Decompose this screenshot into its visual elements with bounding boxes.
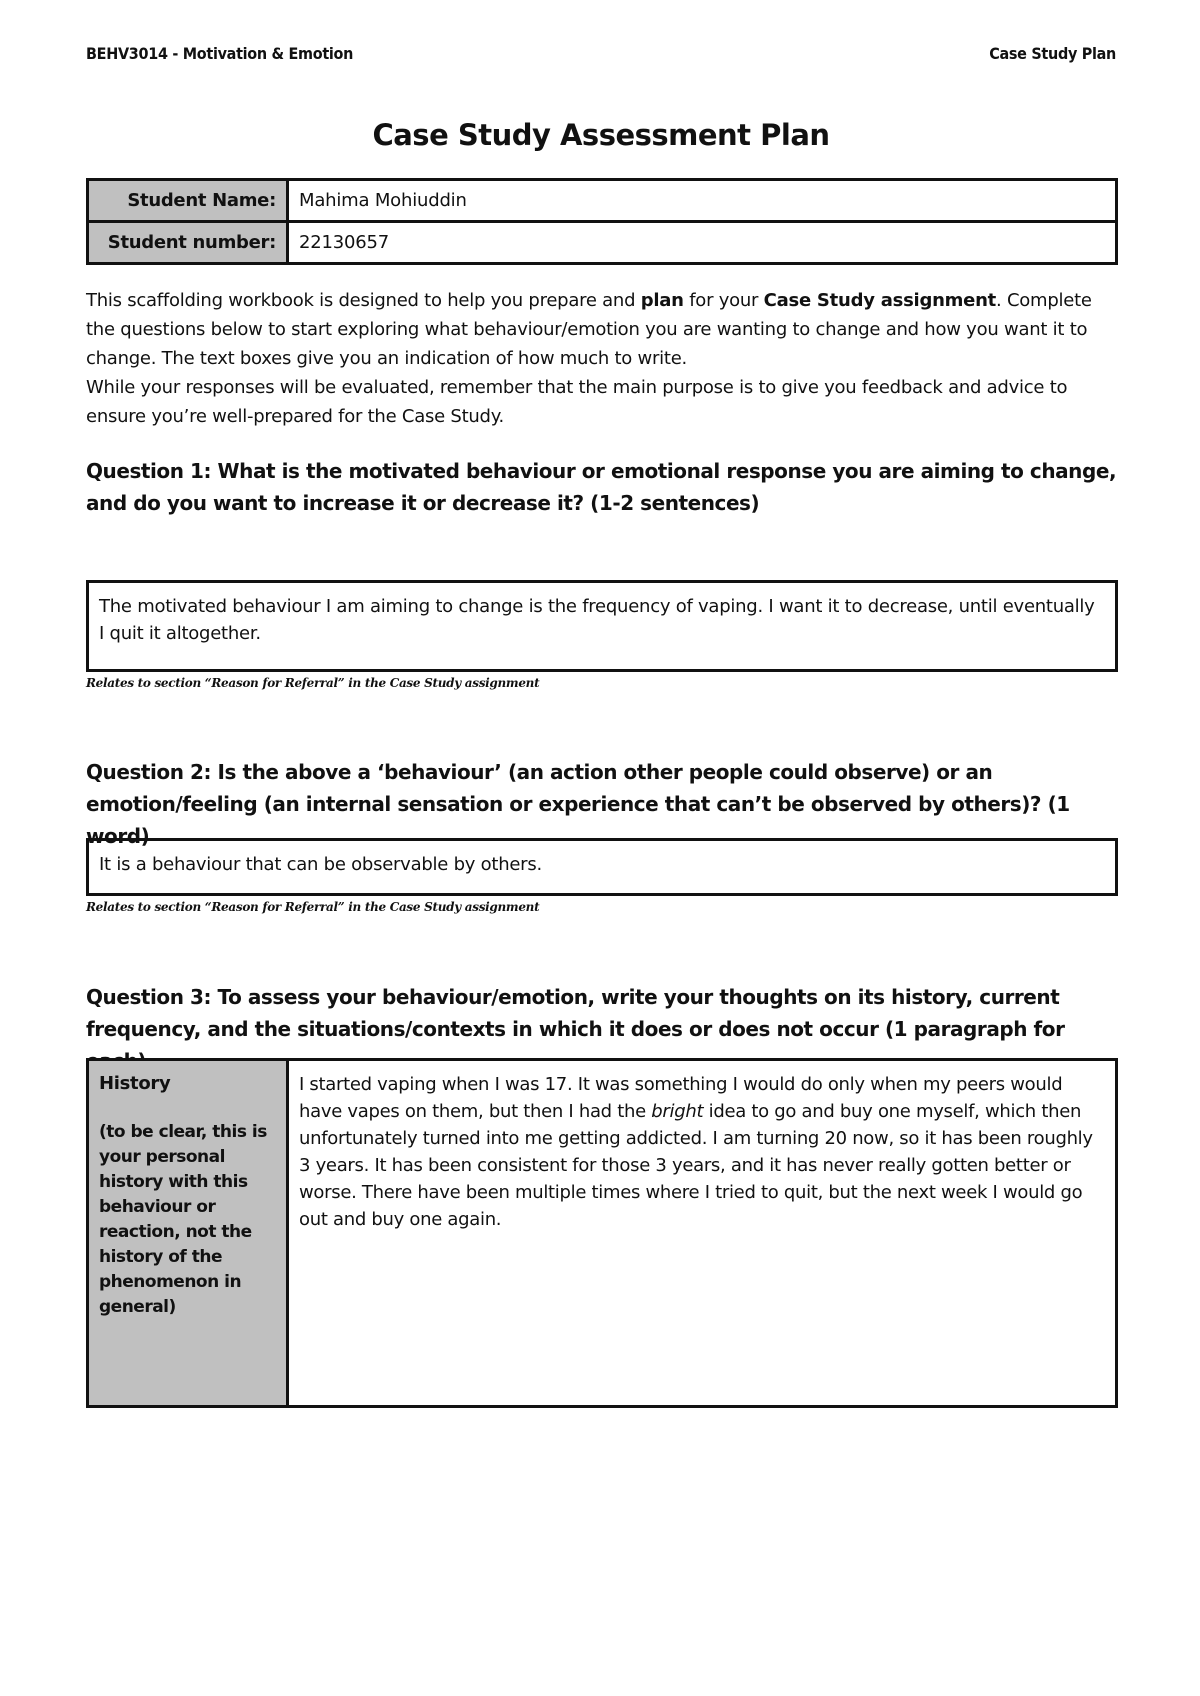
student-name-row [88,180,1117,222]
question-2-prompt: Question 2: Is the above a ‘behaviour’ (an action other people could observe) or an emotion/feeling (an internal sensation or experience that can’t be observed by others)? (1 word) [86,760,1070,848]
history-label-cell [88,1060,288,1407]
history-label: History [99,1073,171,1094]
student-name-label: Student Name: [88,180,288,222]
student-number-field[interactable]: 22130657 [288,222,1117,264]
page-title: Case Study Assessment Plan [372,118,830,152]
document-type: Case Study Plan [989,44,1116,63]
student-name-field[interactable]: Mahima Mohiuddin [288,180,1117,222]
history-answer-box[interactable]: I started vaping when I was 17. It was something I would do only when my peers would have vapes on them, but then I had the bright idea to go and buy one myself, which then unfortunately turned into me getting addicted. I am turning 20 now, so it has been roughly 3 years. It has been consistent for those 3 years, and it has never really gotten better or worse. There have been multiple times where I tried to quit, but the next week I would go out and buy one again. [288,1060,1117,1407]
question-1-prompt: Question 1: What is the motivated behaviour or emotional response you are aiming to change, and do you want to increase it or decrease it? (1-2 sentences) [86,459,1117,515]
question-3-table [86,1058,1118,1408]
course-title: BEHV3014 - Motivation & Emotion [86,44,354,63]
history-row [88,1060,1117,1407]
question-3-prompt: Question 3: To assess your behaviour/emotion, write your thoughts on its history, current frequency, and the situations/contexts in which it does or does not occur (1 paragraph for [86,985,1065,1041]
question-2-note: Relates to section “Reason for Referral” in the Case Study assignment [86,900,540,914]
student-number-row [88,222,1117,264]
question-1-note: Relates to section “Reason for Referral” in the Case Study assignment [86,676,540,690]
question-1-answer-box[interactable]: The motivated behaviour I am aiming to change is the frequency of vaping. I want it to decrease, until eventually I quit it altogether. [86,580,1118,672]
history-sublabel: (to be clear, this is your personal history with this behaviour or reaction, not the history of the phenomenon in general) [99,1122,267,1317]
intro-paragraph-2: While your responses will be evaluated, remember that the main purpose is to give you feedback and advice to ensure you’re well-prepared for the Case Study. [86,377,1068,427]
student-info-table [86,178,1118,265]
intro-paragraph-1: This scaffolding workbook is designed to help you prepare and plan for your Case Study assignment. Complete the questions below to start exploring what behaviour/emotion you are wanting to change and how you want it to change. The text boxes give you an indication of how much to write. [86,290,1092,369]
intro-text [86,286,1116,431]
student-number-label: Student number: [88,222,288,264]
question-2-answer-box[interactable]: It is a behaviour that can be observable by others. [86,838,1118,896]
running-header [86,44,1116,68]
